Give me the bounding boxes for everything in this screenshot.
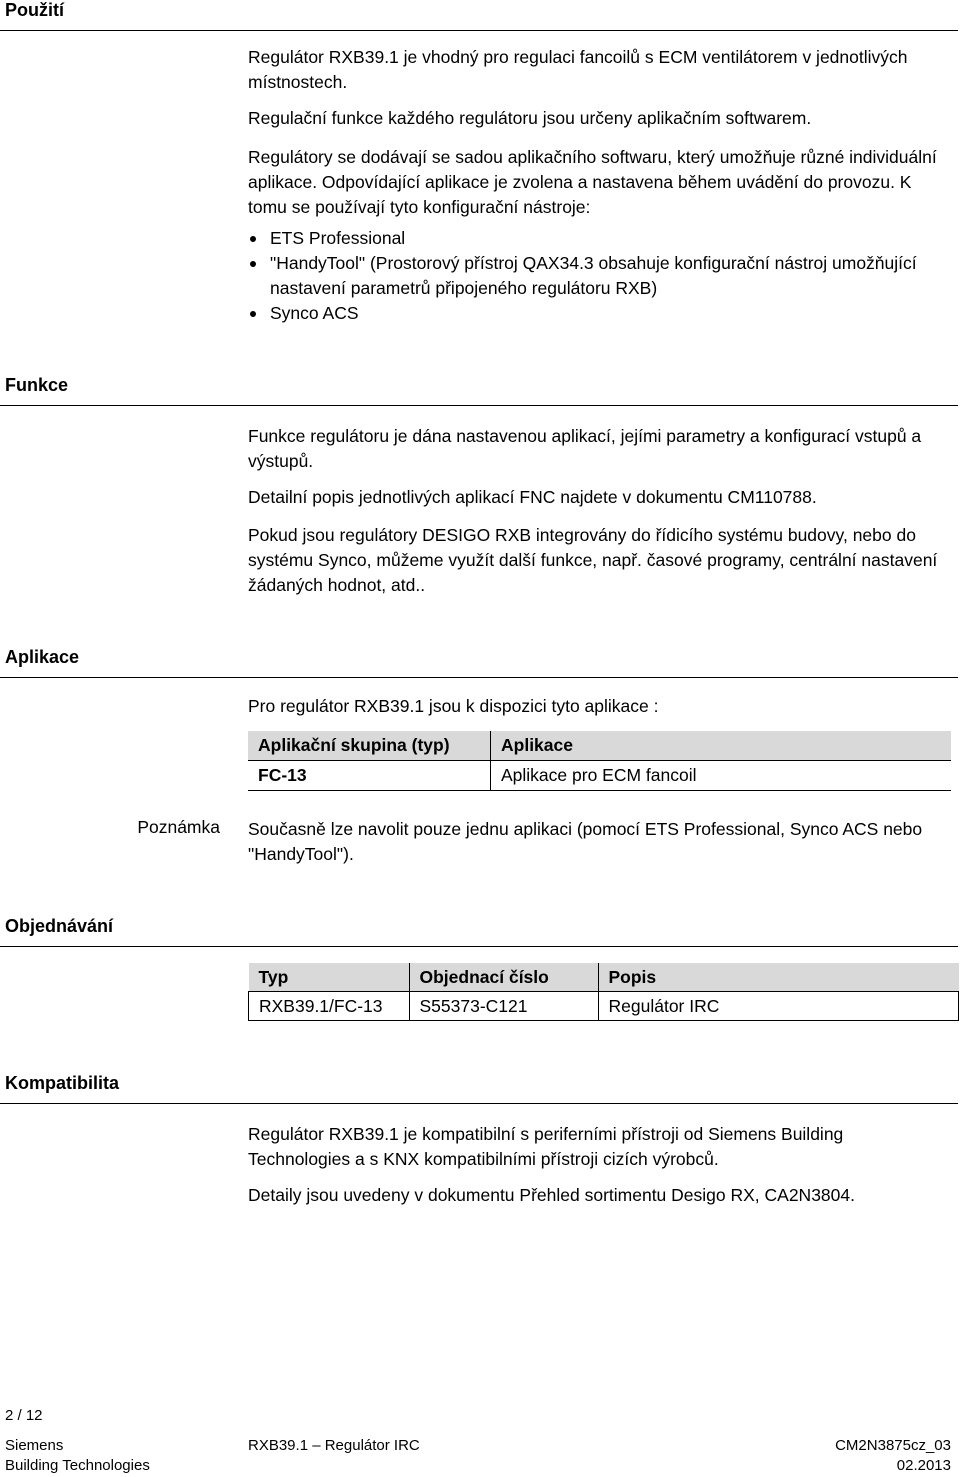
list-item: Synco ACS <box>248 301 948 326</box>
table-header-cell: Aplikace <box>491 731 952 761</box>
aplikace-intro: Pro regulátor RXB39.1 jsou k dispozici tyto aplikace : <box>248 696 659 716</box>
bullet-icon <box>250 236 256 242</box>
table-header-cell: Aplikační skupina (typ) <box>248 731 491 761</box>
table-row <box>248 761 951 791</box>
table-cell: Aplikace pro ECM fancoil <box>491 761 952 791</box>
list-item: ETS Professional <box>248 226 948 251</box>
table-cell: S55373-C121 <box>409 992 598 1021</box>
footer-company <box>5 1436 150 1476</box>
page-number: 2 / 12 <box>5 1407 43 1424</box>
footer-date: 02.2013 <box>896 1457 951 1474</box>
kompatibilita-paragraph-1: Regulátor RXB39.1 je kompatibilní s periferními přístroji od Siemens Building Technologies a s KNX kompatibilními přístroji cizích výrobců. <box>248 1124 844 1169</box>
table-header-cell: Typ <box>249 963 410 992</box>
footer-doc-info <box>835 1436 951 1476</box>
table-header-cell: Popis <box>598 963 959 992</box>
table-header-row <box>248 731 951 761</box>
table-row <box>249 992 959 1021</box>
pouziti-paragraph-2: Regulační funkce každého regulátoru jsou určeny aplikačním softwarem. <box>248 108 812 128</box>
table-header-row <box>249 963 959 992</box>
bullet-icon <box>250 261 256 267</box>
list-item: "HandyTool" (Prostorový přístroj QAX34.3 obsahuje konfigurační nástroj umožňující nastavení parametrů připojeného regulátoru RXB) <box>248 251 948 301</box>
kompatibilita-paragraph-2: Detaily jsou uvedeny v dokumentu Přehled sortimentu Desigo RX, CA2N3804. <box>248 1185 855 1205</box>
table-cell: Regulátor IRC <box>598 992 959 1021</box>
ordering-table <box>248 963 959 1021</box>
section-heading-pouziti: Použití <box>0 0 958 31</box>
funkce-paragraph-2: Detailní popis jednotlivých aplikací FNC najdete v dokumentu CM110788. <box>248 487 817 507</box>
pouziti-paragraph-3: Regulátory se dodávají se sadou aplikačního softwaru, který umožňuje různé individuální aplikace. Odpovídající aplikace je zvolena a nastavena během uvádění do provozu. K tomu se používají tyto konfigurační nástroje: <box>248 147 937 217</box>
table-cell: FC-13 <box>248 761 491 791</box>
footer-division: Building Technologies <box>5 1457 150 1474</box>
section-heading-funkce: Funkce <box>0 375 958 406</box>
footer-product: RXB39.1 – Regulátor IRC <box>248 1437 420 1454</box>
pouziti-paragraph-1: Regulátor RXB39.1 je vhodný pro regulaci fancoilů s ECM ventilátorem v jednotlivých místnostech. <box>248 47 908 92</box>
bullet-icon <box>250 311 256 317</box>
note-label: Poznámka <box>137 817 220 837</box>
section-heading-aplikace: Aplikace <box>0 647 958 678</box>
table-cell: RXB39.1/FC-13 <box>249 992 410 1021</box>
footer-doc-id: CM2N3875cz_03 <box>835 1437 951 1454</box>
footer-company-name: Siemens <box>5 1437 64 1454</box>
funkce-paragraph-1: Funkce regulátoru je dána nastavenou aplikací, jejími parametry a konfigurací vstupů a výstupů. <box>248 426 922 471</box>
section-heading-objednavani: Objednávání <box>0 916 958 947</box>
aplikace-note: Současně lze navolit pouze jednu aplikaci (pomocí ETS Professional, Synco ACS nebo "HandyTool"). <box>248 819 923 864</box>
funkce-paragraph-3: Pokud jsou regulátory DESIGO RXB integrovány do řídicího systému budovy, nebo do systému Synco, můžeme využít další funkce, např. časové programy, centrální nastavení žádaných hodnot, atd.. <box>248 525 938 595</box>
applications-table <box>248 731 951 791</box>
section-heading-kompatibilita: Kompatibilita <box>0 1073 958 1104</box>
configuration-tools-list <box>248 226 948 326</box>
table-header-cell: Objednací číslo <box>409 963 598 992</box>
